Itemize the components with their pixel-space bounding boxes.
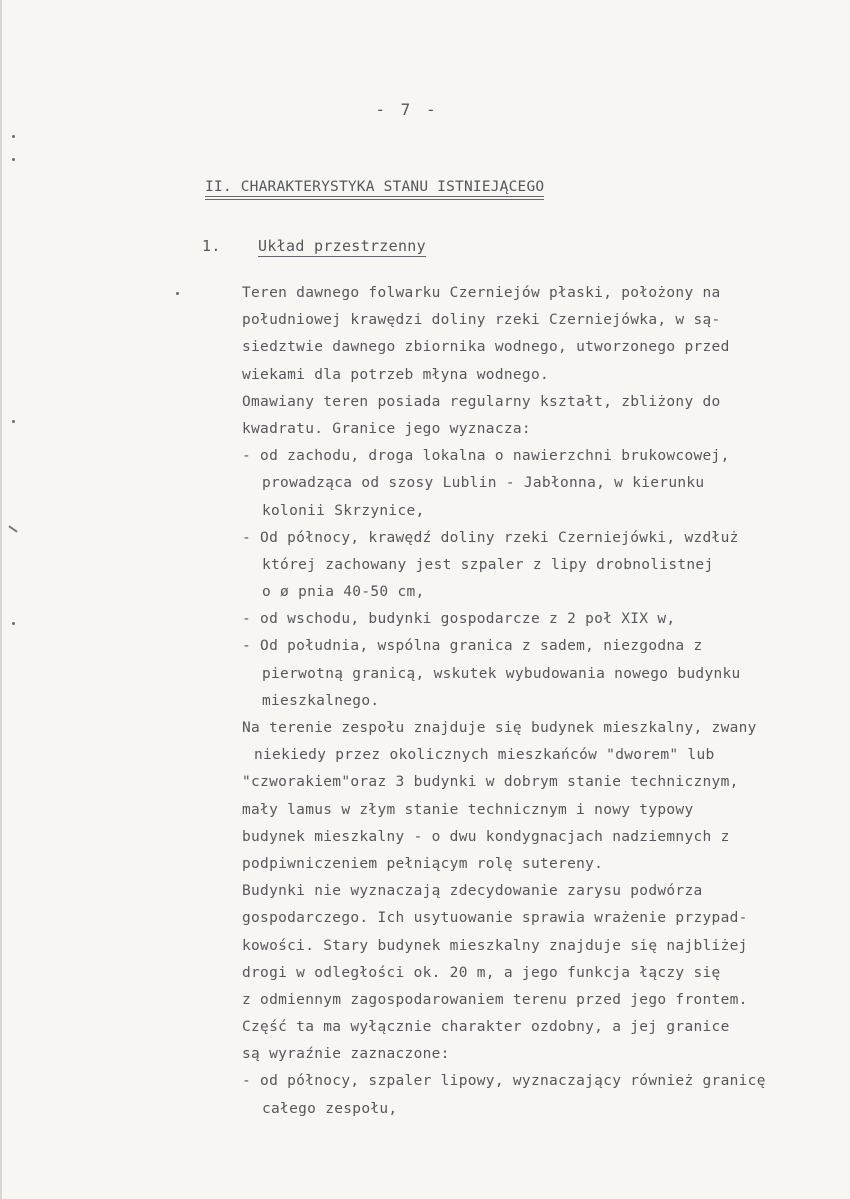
text-line: z odmiennym zagospodarowaniem terenu przed jego frontem. <box>242 991 748 1008</box>
body-text <box>242 280 847 1123</box>
text-line: są wyraźnie zaznaczone: <box>242 1046 450 1063</box>
text-line: Teren dawnego folwarku Czerniejów płaski, położony na <box>242 285 721 301</box>
subsection-number: 1. <box>202 237 221 255</box>
text-line: południowej krawędzi doliny rzeki Czerniejówka, w są- <box>242 312 721 329</box>
text-line: Część ta ma wyłącznie charakter ozdobny, a jej granice <box>242 1019 730 1036</box>
text-line: niekiedy przez okolicznych mieszkańców "dworem" lub <box>254 747 715 764</box>
text-line: wiekami dla potrzeb młyna wodnego. <box>242 366 550 383</box>
heading-underline <box>205 199 544 200</box>
text-line: pierwotną granicą, wskutek wybudowania nowego budynku <box>262 665 741 682</box>
text-line: całego zespołu, <box>262 1100 398 1117</box>
text-line: kwadratu. Granice jego wyznacza: <box>242 420 531 437</box>
text-line: "czworakiem"oraz 3 budynki w dobrym stanie technicznym, <box>242 774 739 791</box>
text-line: prowadząca od szosy Lublin - Jabłonna, w kierunku <box>262 475 705 492</box>
heading-underline <box>205 196 544 197</box>
list-item: - Od północy, krawędź doliny rzeki Czerniejówki, wzdłuż <box>242 529 739 546</box>
margin-mark <box>176 292 179 295</box>
text-line: mieszkalnego. <box>262 692 380 709</box>
margin-mark <box>12 158 15 161</box>
page-number: - 7 - <box>375 100 439 119</box>
text-line: drogi w odległości ok. 20 m, a jego funkcja łączy się <box>242 964 721 981</box>
text-line: o ø pnia 40-50 cm, <box>262 584 425 601</box>
text-line: Budynki nie wyznaczają zdecydowanie zarysu podwórza <box>242 883 703 900</box>
section-heading <box>205 178 544 196</box>
margin-tick-mark <box>8 525 17 532</box>
text-line: gospodarczego. Ich usytuowanie sprawia wrażenie przypad- <box>242 910 748 927</box>
text-line: budynek mieszkalny - o dwu kondygnacjach nadziemnych z <box>242 828 730 845</box>
text-line: siedztwie dawnego zbiornika wodnego, utworzonego przed <box>242 339 730 356</box>
list-item: - od zachodu, droga lokalna o nawierzchni brukowcowej, <box>242 448 730 465</box>
text-line: Na terenie zespołu znajduje się budynek mieszkalny, zwany <box>242 720 757 736</box>
margin-mark <box>12 135 15 138</box>
text-line: której zachowany jest szpaler z lipy drobnolistnej <box>262 556 714 573</box>
text-line: mały lamus w złym stanie technicznym i nowy typowy <box>242 801 694 818</box>
text-line: kowości. Stary budynek mieszkalny znajduje się najbliżej <box>242 937 748 954</box>
text-line: kolonii Skrzynice, <box>262 502 425 519</box>
subsection-title: Układ przestrzenny <box>258 237 426 255</box>
text-line: Omawiany teren posiada regularny kształt, zbliżony do <box>242 393 721 410</box>
list-item: - od północy, szpaler lipowy, wyznaczający również granicę <box>242 1073 766 1090</box>
section-heading-text: II. CHARAKTERYSTYKA STANU ISTNIEJĄCEGO <box>205 179 545 195</box>
margin-mark <box>12 622 15 625</box>
list-item: - Od południa, wspólna granica z sadem, niezgodna z <box>242 638 703 655</box>
list-item: - od wschodu, budynki gospodarcze z 2 poł XIX w, <box>242 611 676 628</box>
margin-mark <box>12 420 15 423</box>
text-line: podpiwniczeniem pełniącym rolę sutereny. <box>242 855 604 872</box>
